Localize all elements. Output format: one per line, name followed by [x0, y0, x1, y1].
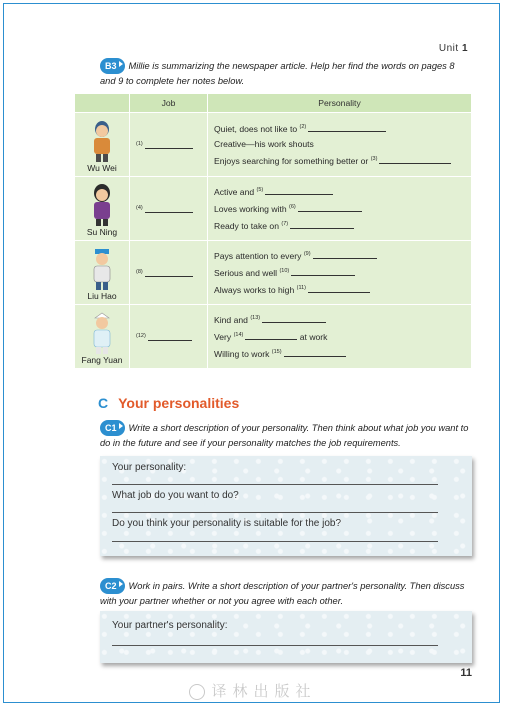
writing-line[interactable] — [112, 512, 438, 513]
personality-cell — [208, 305, 472, 369]
personality-line: Loves working with $^{(6)}$ — [214, 200, 470, 217]
personality-line: Creative—his work shouts — [214, 139, 314, 149]
answer-blank[interactable] — [291, 266, 355, 276]
personality-line: Enjoys searching for something better or $^{(3)}$ — [214, 152, 470, 169]
personality-line: Serious and well $^{(10)}$ — [214, 264, 470, 281]
personality-line: Always works to high $^{(11)}$ — [214, 281, 470, 298]
c2-writing-paper — [100, 611, 472, 663]
personality-line: Active and $^{(5)}$ — [214, 183, 470, 200]
personality-line: Willing to work $^{(15)}$ — [214, 345, 470, 362]
personality-cell — [208, 241, 472, 305]
person-name: Wu Wei — [87, 163, 117, 173]
answer-blank[interactable] — [379, 154, 451, 164]
personality-cell — [208, 177, 472, 241]
person-illustration-su-ning — [87, 183, 117, 227]
section-letter: C — [98, 395, 109, 411]
job-cell: (4) — [130, 177, 208, 241]
c2-badge: C2 — [100, 578, 125, 594]
person-name: Liu Hao — [87, 291, 117, 301]
table-row — [75, 113, 472, 177]
b3-badge: B3 — [100, 58, 125, 74]
table-header-personality: Personality — [208, 94, 472, 113]
person-illustration-liu-hao — [87, 247, 117, 291]
question-label: Your personality: — [112, 462, 187, 473]
person-cell — [75, 177, 130, 241]
table-row — [75, 241, 472, 305]
table-header-name — [75, 94, 130, 113]
answer-blank[interactable] — [148, 331, 192, 341]
writing-line[interactable] — [112, 484, 438, 485]
personality-line: Kind and $^{(13)}$ — [214, 311, 470, 328]
answer-blank[interactable] — [145, 267, 193, 277]
answer-blank[interactable] — [308, 283, 370, 293]
person-cell — [75, 241, 130, 305]
question-label: Do you think your personality is suitable for the job? — [112, 518, 342, 529]
job-cell: (8) — [130, 241, 208, 305]
answer-blank[interactable] — [245, 330, 297, 340]
person-cell — [75, 305, 130, 369]
section-c-heading — [98, 395, 239, 411]
personality-line: Very $^{(14)}$ at work — [214, 331, 328, 342]
personality-line: Quiet, does not like to $^{(2)}$ — [214, 120, 470, 137]
personality-line: Ready to take on $^{(7)}$ — [214, 217, 470, 234]
answer-blank[interactable] — [284, 347, 346, 357]
publisher-watermark: 译林出版社 — [0, 680, 506, 701]
person-name: Su Ning — [86, 227, 118, 237]
publisher-logo-icon — [189, 684, 205, 700]
writing-line[interactable] — [112, 541, 438, 542]
question-label: Your partner's personality: — [112, 620, 228, 631]
answer-blank[interactable] — [313, 249, 377, 259]
c2-instruction: C2 Work in pairs. Write a short description of your partner's personality. Then discuss with your partner whether or not you agree with each other. — [100, 578, 472, 608]
b3-instruction: B3 Millie is summarizing the newspaper article. Help her find the words on pages 8 and 9 to complete her notes below. — [100, 58, 470, 88]
answer-blank[interactable] — [298, 202, 362, 212]
answer-blank[interactable] — [262, 313, 326, 323]
job-cell: (1) — [130, 113, 208, 177]
answer-blank[interactable] — [145, 139, 193, 149]
answer-blank[interactable] — [145, 203, 193, 213]
page-number: 11 — [460, 667, 472, 679]
notes-table — [74, 93, 472, 369]
c1-instruction: C1 Write a short description of your personality. Then think about what job you want to do in the future and see if your personality matches the job requirements. — [100, 420, 472, 450]
table-row — [75, 305, 472, 369]
question-label: What job do you want to do? — [112, 490, 239, 501]
writing-line[interactable] — [112, 645, 438, 646]
job-cell: (12) — [130, 305, 208, 369]
person-illustration-fang-yuan — [87, 311, 117, 355]
person-cell — [75, 113, 130, 177]
table-header-job: Job — [130, 94, 208, 113]
answer-blank[interactable] — [308, 122, 386, 132]
answer-blank[interactable] — [290, 219, 354, 229]
personality-cell — [208, 113, 472, 177]
c1-writing-paper — [100, 456, 472, 556]
person-name: Fang Yuan — [81, 355, 123, 365]
table-row — [75, 177, 472, 241]
personality-line: Pays attention to every $^{(9)}$ — [214, 247, 470, 264]
c1-badge: C1 — [100, 420, 125, 436]
person-illustration-wu-wei — [87, 119, 117, 163]
unit-label: Unit 1 — [438, 43, 468, 54]
section-title: Your personalities — [118, 395, 240, 411]
answer-blank[interactable] — [265, 185, 333, 195]
